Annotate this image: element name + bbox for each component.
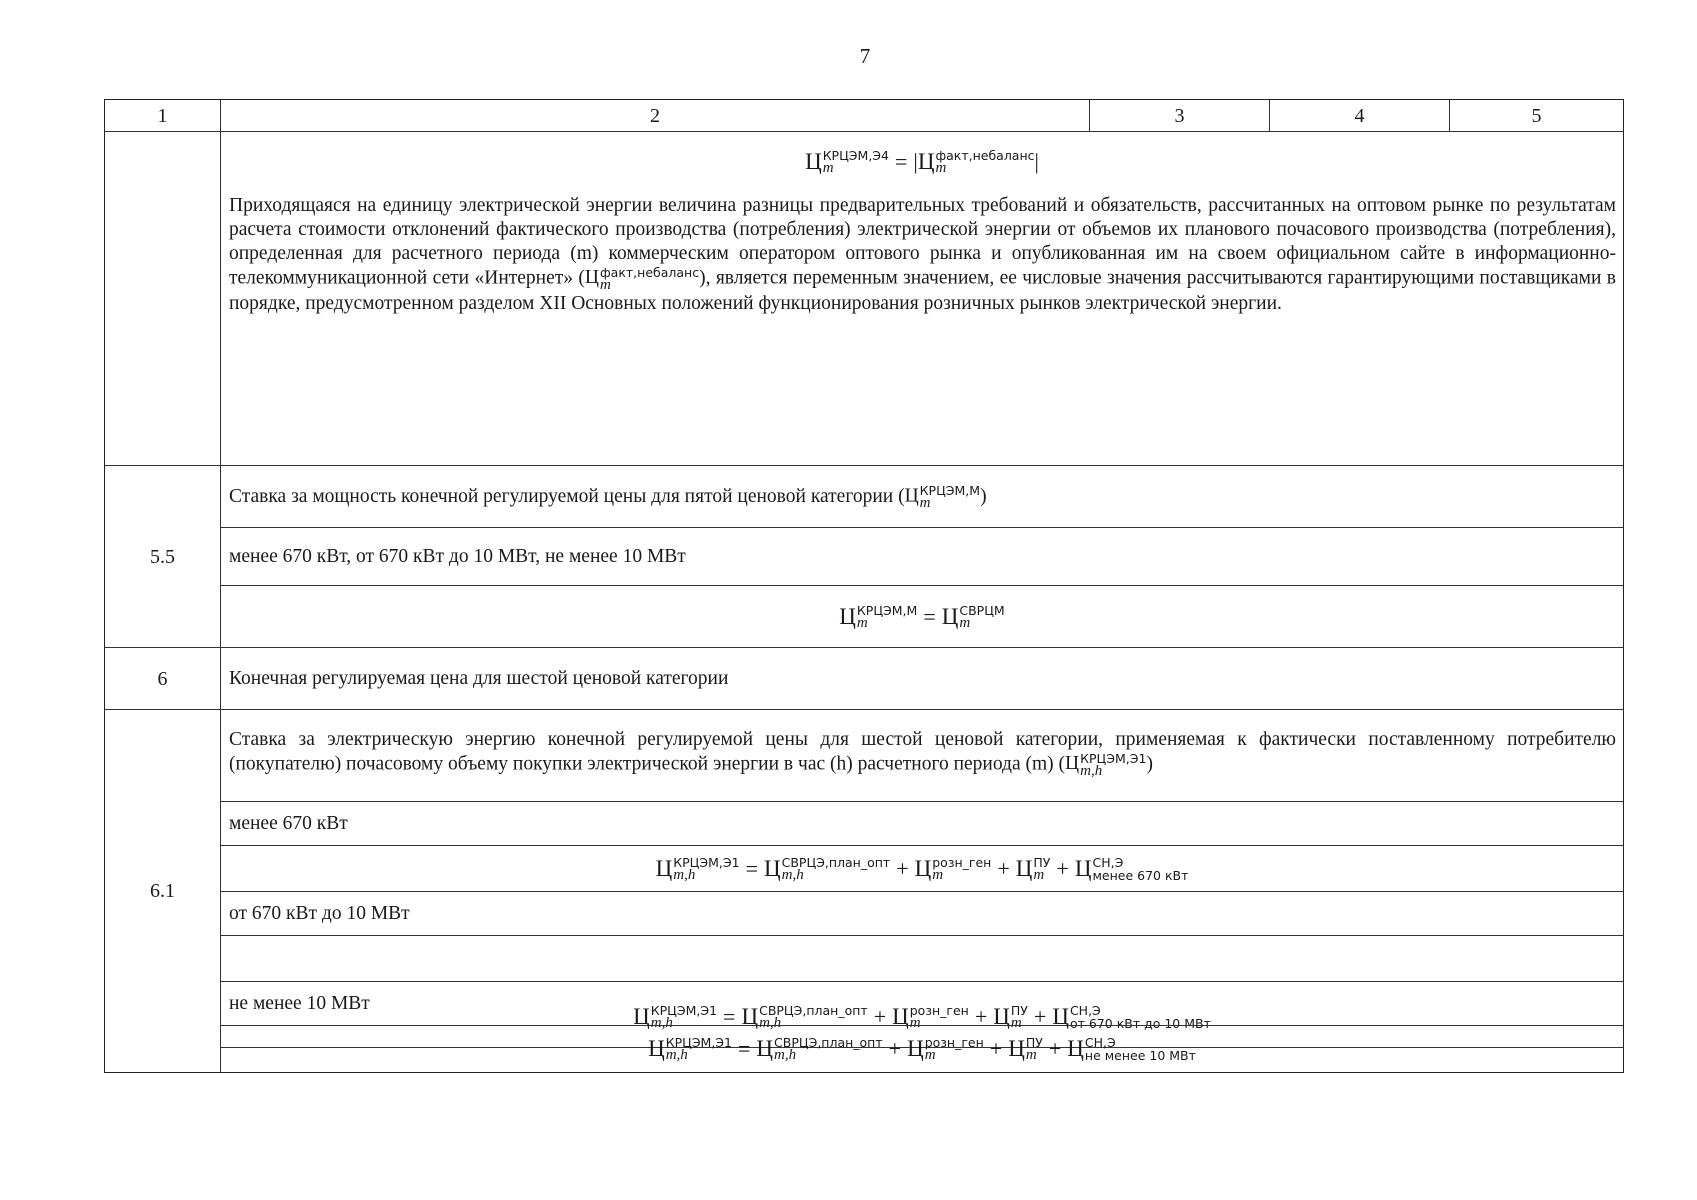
formula-krcem-m: Ц КРЦЭМ,М m = Ц СВРЦМ m [221, 586, 1623, 648]
formula-krcem-e4: Ц КРЦЭМ,Э4 m = | Ц факт,небаланс m | [805, 148, 1039, 176]
row-6-title: Конечная регулируемая цена для шестой ценовой категории [221, 648, 1623, 710]
price-symbol: Ц [805, 149, 822, 174]
formula-6-1-b [221, 936, 1623, 982]
row-6-1-range-a: менее 670 кВт [221, 802, 1623, 846]
row-6-1-number: 6.1 [105, 710, 221, 1072]
formula-6-1-b: Ц КРЦЭМ,Э1 m,h = Ц СВРЦЭ,план_опт m,h + Ц розн_ген m + Ц ПУ m + Ц СН,Э от 670 кВт до 10 МВт [221, 986, 1623, 1048]
header-col-1: 1 [105, 100, 221, 132]
formula-6-1-a: Ц КРЦЭМ,Э1 m,h = Ц СВРЦЭ,план_опт m,h + Ц розн_ген m + Ц ПУ m + Ц СН,Э менее 670 кВт [221, 846, 1623, 892]
row-5-5-title: Ставка за мощность конечной регулируемой цены для пятой ценовой категории ( Ц КРЦЭМ,М m ) [221, 466, 1623, 528]
row-e4-number-cell [105, 132, 221, 466]
header-col-4: 4 [1270, 100, 1450, 132]
row-5-5-number: 5.5 [105, 466, 221, 648]
row-6-number: 6 [105, 648, 221, 710]
row-5-5-ranges: менее 670 кВт, от 670 кВт до 10 МВт, не менее 10 МВт [221, 528, 1623, 586]
tariff-table [104, 99, 1624, 1073]
header-col-5: 5 [1450, 100, 1623, 132]
page-number: 7 [859, 44, 871, 68]
row-e4-content-cell [221, 132, 1623, 466]
row-6-1-range-b: от 670 кВт до 10 МВт [221, 892, 1623, 936]
header-col-3: 3 [1090, 100, 1270, 132]
formula-6-1-c: Ц КРЦЭМ,Э1 m,h = Ц СВРЦЭ,план_опт m,h + Ц розн_ген m + Ц ПУ m + Ц СН,Э не менее 10 МВт [648, 1035, 1196, 1063]
inline-formula-fact-imbalance: Ц факт,небаланс m [584, 265, 700, 293]
header-col-2: 2 [221, 100, 1090, 132]
row-6-1-title: Ставка за электрическую энергию конечной регулируемой цены для шестой ценовой категории, применяемая к фактически поставленному потребителю (покупателю) почасовому объему покупки электрической энергии в час (h) расчетного периода (m) (Ц КРЦЭМ,Э1 m,h ) [221, 710, 1623, 802]
e4-description: Приходящаяся на единицу электрической энергии величина разницы предварительных требований и обязательств, рассчитанных на оптовом рынке по результатам расчета стоимости отклонений фактического производства (потребления) электрической энергии от объемов их планового почасового производства (потребления), определенная для расчетного периода (m) коммерческим оператором оптового рынка и опубликованная им на своем официальном сайте в информационно-телекоммуникационной сети «Интернет» (Ц факт,небаланс m ), является переменным значением, ее числовые значения рассчитываются гарантирующими поставщиками в порядке, предусмотренном разделом XII Основных положений функционирования розничных рынков электрической энергии. [229, 195, 1616, 314]
row-6-1-range-c-label: не менее 10 МВт [221, 982, 1623, 1026]
